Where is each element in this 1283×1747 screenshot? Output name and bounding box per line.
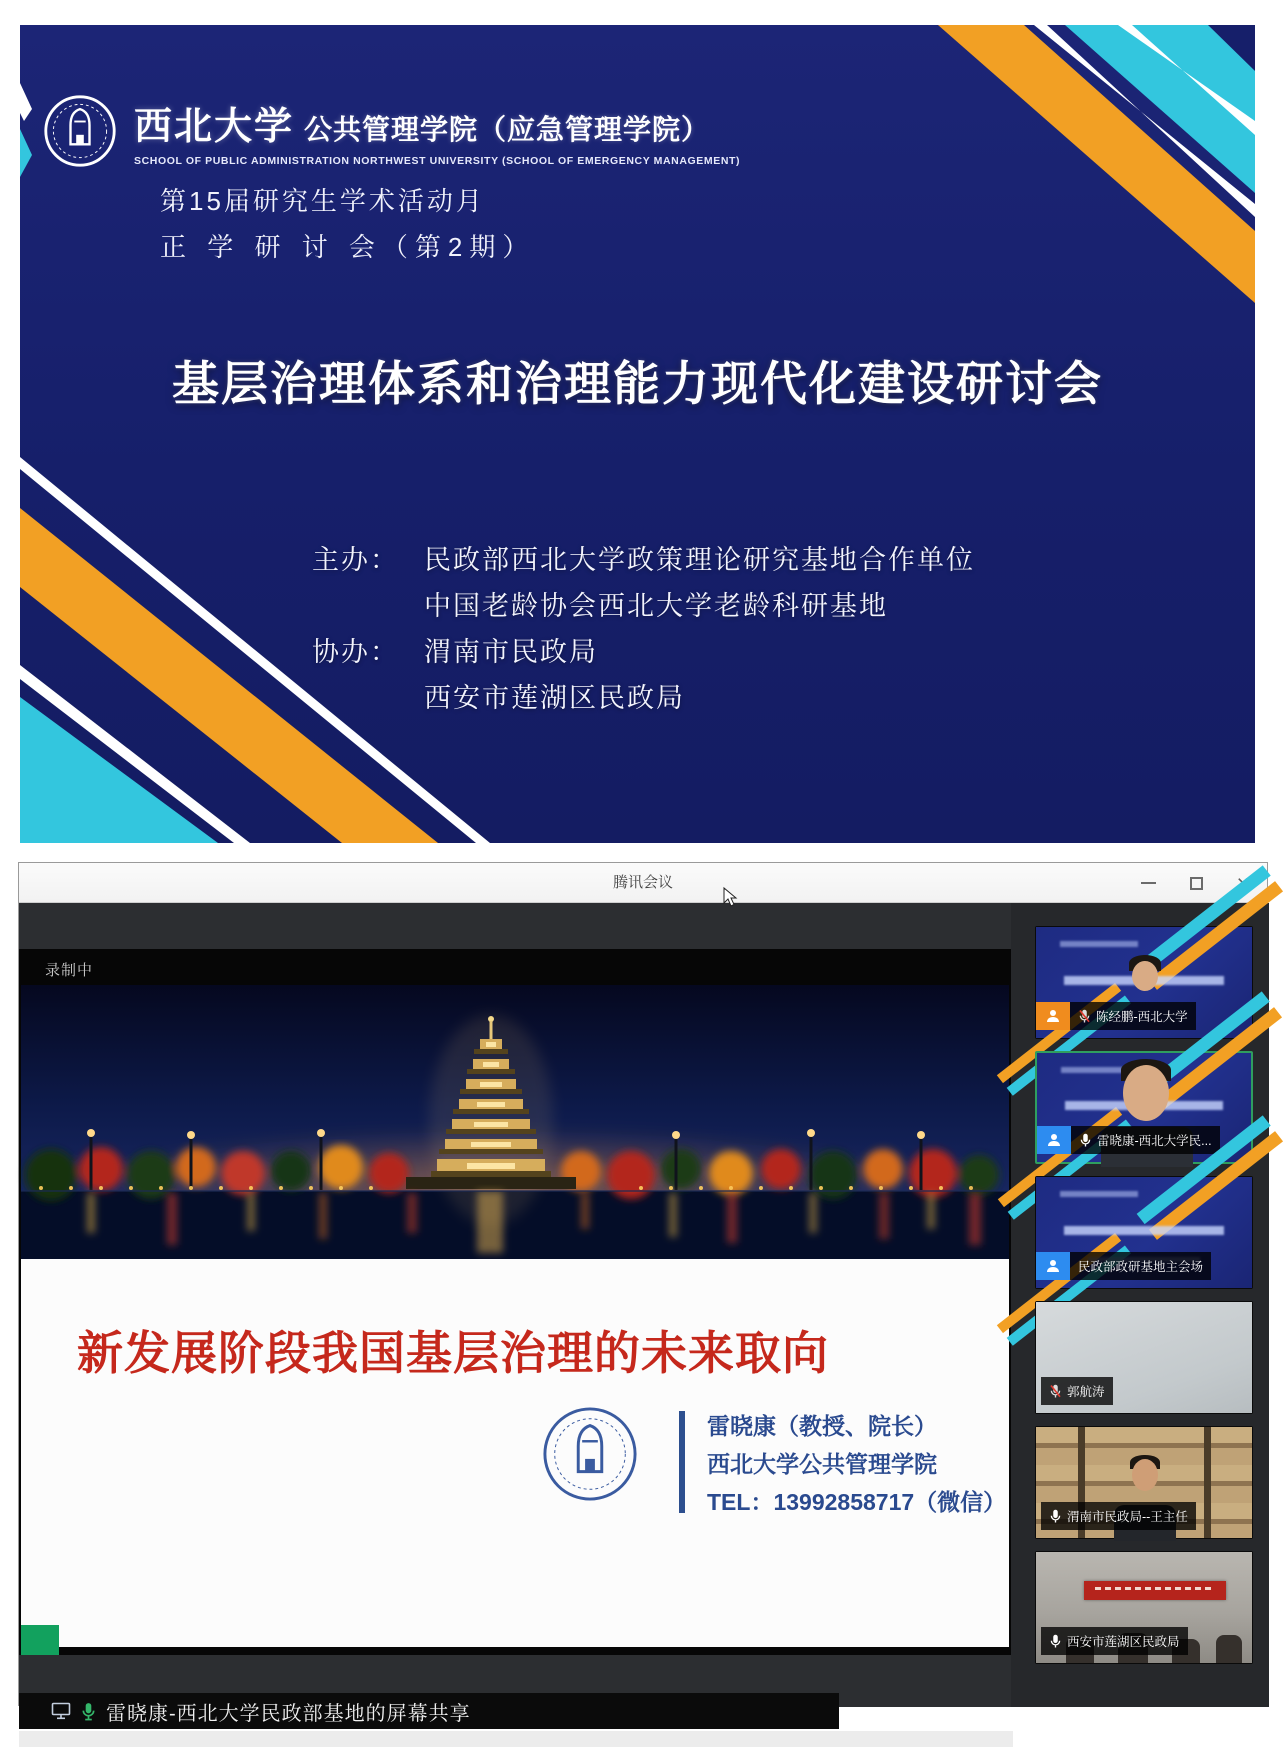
presenter-affiliation: 西北大学公共管理学院 — [707, 1451, 937, 1477]
participant-thumbnail-1[interactable] — [1035, 926, 1253, 1039]
cohost-line-1: 渭南市民政局 — [424, 637, 598, 667]
participant-name: 民政部政研基地主会场 — [1078, 1260, 1204, 1274]
red-banner — [1084, 1581, 1227, 1600]
person-icon — [1045, 1258, 1061, 1274]
school-name: 公共管理学院（应急管理学院） — [304, 114, 711, 145]
pagoda-night-photo — [21, 985, 1009, 1259]
host-line-2: 中国老龄协会西北大学老龄科研基地 — [424, 591, 888, 621]
participant-name: 郭航涛 — [1067, 1385, 1105, 1399]
participant-name: 渭南市民政局--王主任 — [1067, 1510, 1188, 1524]
event-line-1: 第15届研究生学术活动月 — [160, 186, 485, 216]
microphone-on-icon — [81, 1702, 96, 1721]
presenter-info — [707, 1407, 1006, 1521]
avatar-badge — [1036, 1002, 1070, 1030]
participant-name: 陈经鹏-西北大学 — [1096, 1010, 1188, 1024]
conference-poster — [20, 25, 1255, 843]
microphone-on-icon — [1079, 1133, 1092, 1148]
slide-title: 新发展阶段我国基层治理的未来取向 — [77, 1327, 829, 1379]
event-line-2: 正 学 研 讨 会（第2期） — [160, 232, 536, 262]
slide-green-accent — [21, 1625, 59, 1655]
participant-face — [1132, 1459, 1158, 1491]
participant-face — [1123, 1065, 1169, 1121]
cohost-label: 协办： — [312, 637, 399, 667]
room-person — [1216, 1635, 1242, 1663]
screen-share-banner — [19, 1693, 839, 1729]
recording-indicator: 录制中 — [45, 962, 94, 979]
participant-name-chip — [1071, 1126, 1220, 1154]
school-name-english: SCHOOL OF PUBLIC ADMINISTRATION NORTHWEST UNIVERSITY (SCHOOL OF EMERGENCY MANAGEMENT) — [134, 155, 741, 167]
cohost-line-2: 西安市莲湖区民政局 — [424, 683, 685, 713]
presenter-name: 雷晓康（教授、院长） — [707, 1413, 937, 1439]
slide-university-seal-icon — [541, 1405, 639, 1503]
avatar-badge — [1037, 1126, 1071, 1154]
microphone-muted-icon — [1049, 1384, 1062, 1399]
participant-thumbnail-3[interactable] — [1035, 1176, 1253, 1289]
participant-thumbnail-4[interactable] — [1035, 1301, 1253, 1414]
poster-main-title: 基层治理体系和治理能力现代化建设研讨会 — [172, 357, 1103, 410]
share-banner-text: 雷晓康-西北大学民政部基地的屏幕共享 — [106, 1702, 471, 1725]
close-button[interactable]: × — [1236, 871, 1249, 895]
university-seal-icon — [42, 93, 118, 169]
slide-body — [21, 1259, 1009, 1647]
participant-name: 西安市莲湖区民政局 — [1067, 1635, 1180, 1649]
meeting-content — [19, 903, 1267, 1725]
avatar-badge — [1036, 1252, 1070, 1280]
maximize-button[interactable] — [1190, 877, 1203, 890]
participant-name-chip — [1041, 1377, 1113, 1405]
presenter-phone: TEL：13992858717（微信） — [707, 1489, 1007, 1515]
organizers-block — [312, 537, 975, 721]
person-icon — [1045, 1008, 1061, 1024]
participants-sidebar — [1011, 903, 1269, 1707]
shared-screen — [19, 949, 1011, 1655]
poster-header — [134, 95, 740, 264]
window-bottom-strip — [19, 1731, 1013, 1747]
tencent-meeting-window — [18, 862, 1268, 1725]
person-icon — [1046, 1132, 1062, 1148]
window-title: 腾讯会议 — [612, 874, 673, 891]
participant-name-chip — [1070, 1252, 1211, 1280]
participant-name-chip — [1041, 1502, 1196, 1530]
participant-thumbnail-5[interactable] — [1035, 1426, 1253, 1539]
screen-share-icon — [51, 1702, 71, 1720]
participant-name: 雷晓康-西北大学民... — [1097, 1134, 1212, 1148]
microphone-muted-icon — [1078, 1009, 1091, 1024]
host-label: 主办： — [312, 545, 399, 575]
participant-face — [1132, 961, 1158, 991]
university-name: 西北大学 — [134, 106, 295, 148]
slide-divider — [679, 1411, 685, 1513]
microphone-on-icon — [1049, 1509, 1062, 1524]
minimize-button[interactable] — [1141, 882, 1156, 884]
microphone-on-icon — [1049, 1634, 1062, 1649]
participant-name-chip — [1041, 1627, 1188, 1655]
window-titlebar — [19, 863, 1267, 903]
shelf-post — [1204, 1427, 1211, 1538]
host-line-1: 民政部西北大学政策理论研究基地合作单位 — [424, 545, 975, 575]
participant-thumbnail-2[interactable] — [1035, 1051, 1253, 1164]
participant-name-chip — [1070, 1002, 1196, 1030]
participant-thumbnail-6[interactable] — [1035, 1551, 1253, 1664]
mouse-cursor-icon — [723, 887, 739, 907]
